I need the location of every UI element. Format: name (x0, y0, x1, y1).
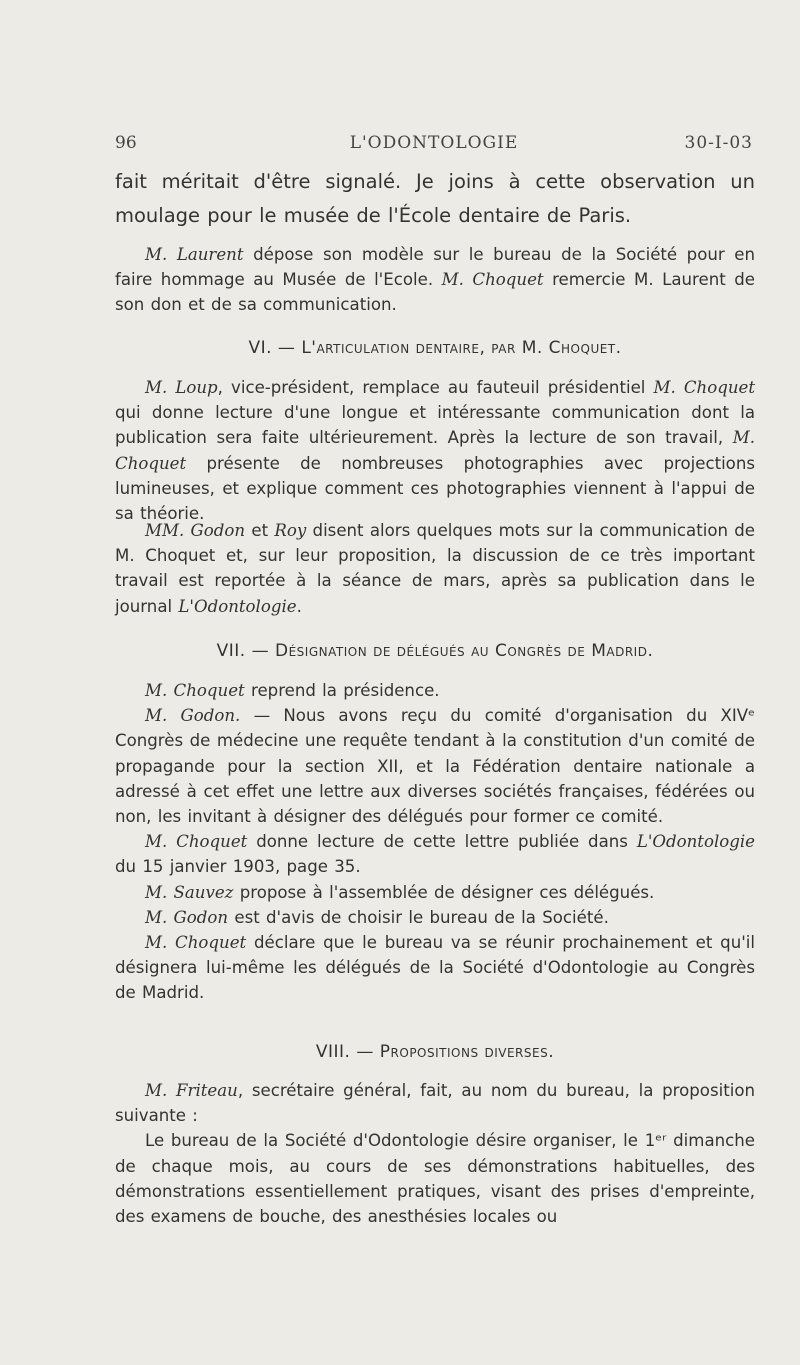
paragraphs-section-vii: M. Choquet reprend la présidence. M. Godon. — Nous avons reçu du comité d'organisation du XIVᵉ Congrès de médecine une requête tendant à la constitution d'un comité de propagande pour la section XII, et la Fédération dentaire nationale a adressé à cet effet une lettre aux diverses sociétés françaises, fédérées ou non, les invitant à désigner des délégués pour former ce comité. M. Choquet donne lecture de cette lettre publiée dans L'Odontologie du 15 janvier 1903, page 35. M. Sauvez propose à l'assemblée de désigner ces délégués. M. Godon est d'avis de choisir le bureau de la Société. M. Choquet déclare que le bureau va se réunir prochainement et qu'il désignera lui-même les délégués de la Société d'Odontologie au Congrès de Madrid. (115, 681, 756, 1003)
paragraph-godon-roy: MM. Godon et Roy disent alors quelques mots sur la communication de M. Choquet et, sur leur proposition, la discussion de ce très important travail est reportée à la séance de mars, après sa publication dans le journal L'Odontologie. (115, 521, 756, 616)
paragraphs-section-viii: M. Friteau, secrétaire général, fait, au nom du bureau, la proposition suivante : Le bureau de la Société d'Odontologie désire organiser, le 1ᵉʳ dimanche de chaque mois, au cours de ses démonstrations habituelles, des démonstrations essentiellement pratiques, visant des prises d'empreinte, des examens de bouche, des anesthésies locales ou (115, 1081, 755, 1227)
running-header (115, 133, 753, 157)
journal-title: L'ODONTOLOGIE (349, 133, 519, 153)
section-heading-vi: VI. — L'articulation dentaire, par M. Choquet. (248, 338, 622, 358)
section-heading-vii: VII. — Désignation de délégués au Congrès de Madrid. (216, 641, 654, 661)
paragraph-continuation: fait méritait d'être signalé. Je joins à cette observation un moulage pour le musée de l'École dentaire de Paris. (115, 170, 755, 227)
section-heading-viii: VIII. — Propositions diverses. (315, 1042, 555, 1062)
issue-date: 30-I-03 (684, 133, 753, 153)
page-number: 96 (115, 133, 137, 153)
paragraph-loup: M. Loup, vice-président, remplace au fauteuil présidentiel M. Choquet qui donne lecture d'une longue et intéressante communication dont la publication sera faite ultérieurement. Après la lecture de son travail, M. Choquet présente de nombreuses photographies avec projections lumineuses, et explique comment ces photographies viennent à l'appui de sa théorie. (115, 378, 756, 524)
paragraph-laurent: M. Laurent dépose son modèle sur le bureau de la Société pour en faire hommage au Musée de l'Ecole. M. Choquet remercie M. Laurent de son don et de sa communication. (115, 245, 755, 315)
